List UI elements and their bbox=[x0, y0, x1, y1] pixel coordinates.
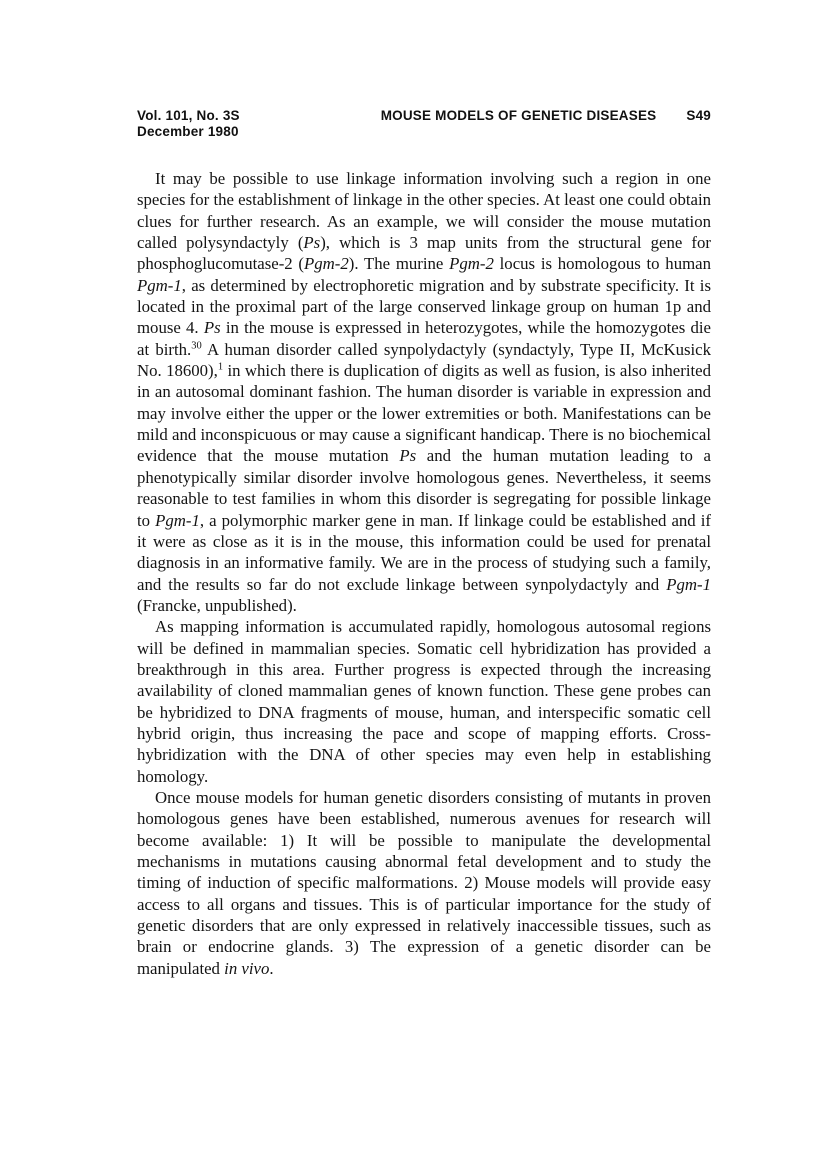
text-segment: . bbox=[269, 958, 274, 978]
text-segment: 30 bbox=[191, 340, 202, 352]
text-segment: Ps bbox=[399, 446, 417, 466]
text-segment: Pgm-2 bbox=[449, 254, 494, 274]
volume-info bbox=[137, 108, 240, 140]
page-header bbox=[137, 108, 711, 140]
issue-date: December 1980 bbox=[137, 124, 239, 139]
text-segment: (Francke, unpublished). bbox=[137, 595, 297, 615]
text-segment: in which there is duplication of digits as well as fusion, is also inherited in an autosomal dominant fashion. The human disorder is variable in expression and may involve either the upper or the lower extremities or both. Manifestations can be mild and inconspicuous or may cause a significant handicap. There is no biochemical evidence that the mouse mutation bbox=[137, 361, 711, 466]
text-segment: , as determined by electrophoretic migration and by substrate specificity. It is located in the proximal part of the large conserved linkage group on human 1p and mouse 4. bbox=[137, 275, 711, 338]
text-segment: Pgm-2 bbox=[304, 254, 349, 274]
text-segment: A human disorder called synpolydactyly (syndactyly, Type II, McKusick No. 18600), bbox=[137, 339, 711, 381]
paragraph-mapping bbox=[137, 616, 711, 787]
page-number: S49 bbox=[686, 108, 711, 123]
paragraph-linkage bbox=[137, 168, 711, 616]
volume-number: Vol. 101, No. 3S bbox=[137, 108, 240, 123]
text-segment: Pgm-1 bbox=[666, 574, 711, 594]
paragraph-mouse-models bbox=[137, 787, 711, 979]
text-segment: in the mouse is expressed in heterozygotes, while the homozygotes die at birth. bbox=[137, 318, 711, 359]
text-segment: Ps bbox=[203, 318, 221, 338]
text-segment: Pgm-1 bbox=[155, 510, 200, 530]
text-segment: As mapping information is accumulated rapidly, homologous autosomal regions will be defined in mammalian species. Somatic cell hybridization has provided a breakthrough in this area. Further progress is expected through the increasing availability of cloned mammalian genes of known function. These gene probes can be hybridized to DNA fragments of mouse, human, and interspecific somatic cell hybrid origin, thus increasing the pace and scope of mapping efforts. Cross-hybridization with the DNA of other species may even help in establishing homology. bbox=[137, 617, 711, 786]
article-body bbox=[137, 168, 711, 979]
text-segment: It may be possible to use linkage information involving such a region in one species for the establishment of linkage in the other species. At least one could obtain clues for further research. As an example, we will consider the mouse mutation called polysyndactyly ( bbox=[137, 169, 711, 253]
running-title: MOUSE MODELS OF GENETIC DISEASES bbox=[380, 108, 657, 123]
text-segment: , a polymorphic marker gene in man. If linkage could be established and if it were as close as it is in the mouse, this information could be used for prenatal diagnosis in an informative family. We are in the process of studying such a family, and the results so far do not exclude linkage between synpolydactyly and bbox=[137, 510, 712, 594]
text-segment: in vivo bbox=[224, 958, 270, 978]
text-segment: Once mouse models for human genetic disorders consisting of mutants in proven homologous genes have been established, numerous avenues for research will become available: 1) It will be possible to manipulate the developmental mechanisms in mutations causing abnormal fetal development and to study the timing of induction of specific malformations. 2) Mouse models will provide easy access to all organs and tissues. This is of particular importance for the study of genetic disorders that are only expressed in relatively inaccessible tissues, such as brain or endocrine glands. 3) The expression of a genetic disorder can be manipulated bbox=[137, 787, 711, 978]
text-segment: and the human mutation leading to a phenotypically similar disorder involve homologous genes. Nevertheless, it seems reasonable to test families in whom this disorder is segregating for possible linkage to bbox=[137, 446, 712, 530]
text-segment: locus is homologous to human bbox=[493, 254, 711, 274]
text-segment: 1 bbox=[217, 361, 224, 373]
text-segment: Pgm-1 bbox=[137, 275, 182, 295]
text-segment: Ps bbox=[303, 233, 321, 253]
text-segment: ), which is 3 map units from the structural gene for phosphoglucomutase-2 ( bbox=[137, 233, 711, 274]
text-segment: ). The murine bbox=[348, 254, 450, 274]
